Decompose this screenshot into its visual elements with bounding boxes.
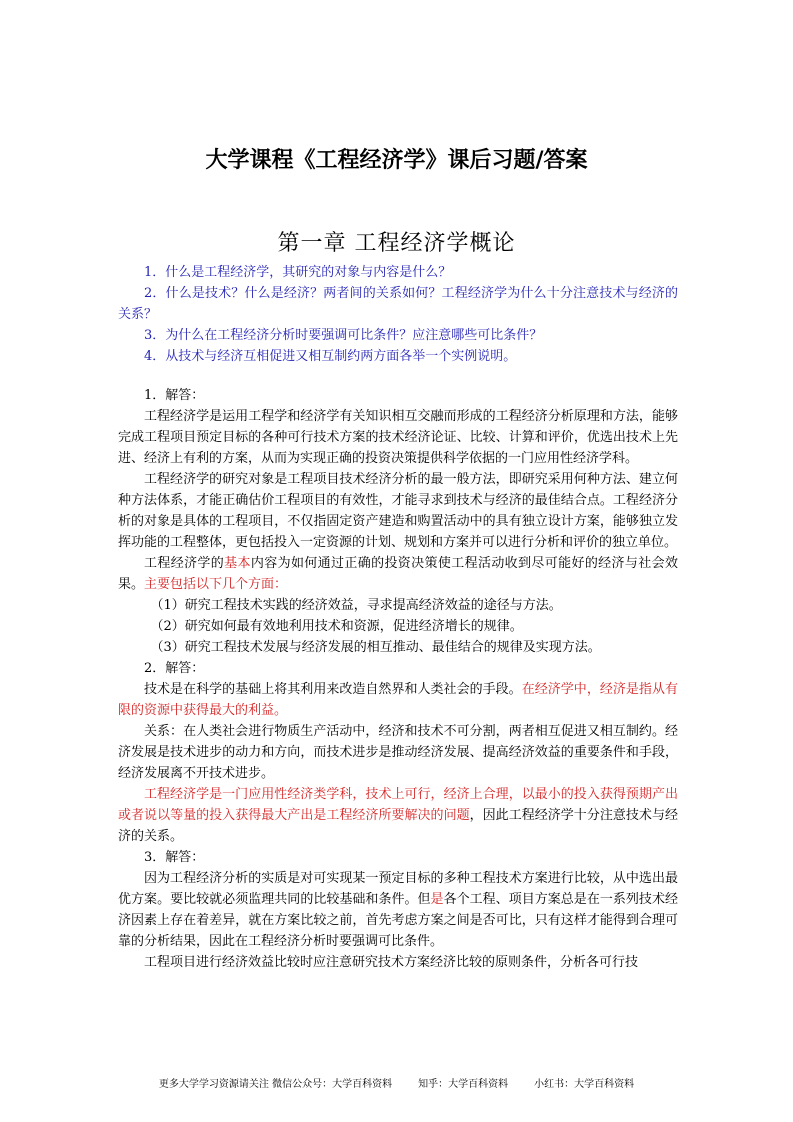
answer-1-paragraph-3 — [118, 553, 678, 595]
answer-2-paragraph-2: 关系：在人类社会进行物质生产活动中，经济和技术不可分割，两者相互促进又相互制约。经济发展是技术进步的动力和方向，而技术进步是推动经济发展、提高经济效益的重要条件和手段，经济发展离不开技术进步。 — [118, 724, 678, 781]
answer-1-paragraph-2: 工程经济学的研究对象是工程项目技术经济分析的最一般方法，即研究采用何种方法、建立何种方法体系，才能正确估价工程项目的有效性，才能寻求到技术与经济的最佳结合点。工程经济分析的对象是具体的工程项目，不仅指固定资产建造和购置活动中的具有独立设计方案，能够独立发挥功能的工程整体，更包括投入一定资源的计划、规划和方案并可以进行分析和评价的独立单位。 — [118, 472, 678, 550]
answer-1-paragraph-1: 工程经济学是运用工程学和经济学有关知识相互交融而形成的工程经济分析原理和方法，能够完成工程项目预定目标的各种可行技术方案的技术经济论证、比较、计算和评价，优选出技术上先进、经济上有利的方案，从而为实现正确的投资决策提供科学依据的一门应用性经济学科。 — [118, 409, 678, 466]
question-3: 3．为什么在工程经济分析时要强调可比条件？应注意哪些可比条件？ — [144, 328, 543, 343]
text-span: 工程经济学的 — [144, 556, 225, 571]
question-1: 1．什么是工程经济学，其研究的对象与内容是什么？ — [144, 265, 452, 280]
chapter-title: 第一章 工程经济学概论 — [277, 231, 516, 256]
question-2: 2．什么是技术？什么是经济？两者间的关系如何？工程经济学为什么十分注意技术与经济的关系？ — [118, 286, 678, 322]
answer-3-heading: 3．解答： — [144, 850, 205, 865]
answer-1-list-item-1: （1）研究工程技术实践的经济效益，寻求提高经济效益的途径与方法。 — [150, 598, 562, 613]
page-footer — [0, 1075, 793, 1090]
answer-2-paragraph-3 — [118, 784, 678, 847]
text-span: 技术是在科学的基础上将其利用来改造自然界和人类社会的手段。 — [144, 682, 522, 697]
answer-1-list-item-2: （2）研究如何最有效地利用技术和资源，促进经济增长的规律。 — [150, 619, 523, 634]
answer-section — [118, 385, 678, 973]
document-title: 大学课程《工程经济学》课后习题/答案 — [205, 148, 588, 173]
answer-3-paragraph-2: 工程项目进行经济效益比较时应注意研究技术方案经济比较的原则条件，分析各可行技 — [144, 955, 639, 970]
footer-follow-text: 更多大学学习资源请关注 微信公众号：大学百科资料 — [158, 1079, 393, 1090]
highlight-text: 在经济学中，经济是指从有限的资源中获得最大的利益。 — [118, 682, 678, 718]
footer-xiaohongshu-text: 小红书：大学百科资料 — [534, 1079, 635, 1090]
answer-3-paragraph-1 — [118, 868, 678, 952]
text-span: 内容为如何通过正确的投资决策使工程活动收到尽可能好的经济与社会效果。 — [118, 556, 678, 592]
question-list — [118, 262, 678, 367]
footer-zhihu-text: 知乎：大学百科资料 — [418, 1079, 509, 1090]
text-span: 因为工程经济分析的实质是对可实现某一预定目标的多种工程技术方案进行比较，从中选出最优方案。要比较就必须监理共同的比较基础和条件。但 — [118, 871, 678, 907]
answer-1-list-item-3: （3）研究工程技术发展与经济发展的相互推动、最佳结合的规律及实现方法。 — [150, 640, 601, 655]
text-span: ，因此工程经济学十分注意技术与经济的关系。 — [118, 808, 678, 844]
answer-2-heading: 2．解答： — [144, 661, 205, 676]
highlight-text: 是 — [430, 892, 444, 907]
highlight-text: 工程经济学是一门应用性经济类学科，技术上可行，经济上合理，以最小的投入获得预期产出或者说以等量的投入获得最大产出是工程经济所要解决的问题 — [118, 787, 678, 823]
highlight-text: 基本 — [224, 556, 251, 571]
answer-1-heading: 1．解答： — [144, 388, 205, 403]
text-span: 各个工程、项目方案总是在一系列技术经济因素上存在着差异，就在方案比较之前，首先考虑方案之间是否可比，只有这样才能得到合理可靠的分析结果，因此在工程经济分析时要强调可比条件。 — [118, 892, 678, 949]
highlight-text: 主要包括以下几个方面： — [144, 577, 288, 592]
answer-2-paragraph-1 — [118, 679, 678, 721]
question-4: 4．从技术与经济互相促进又相互制约两方面各举一个实例说明。 — [144, 349, 517, 364]
